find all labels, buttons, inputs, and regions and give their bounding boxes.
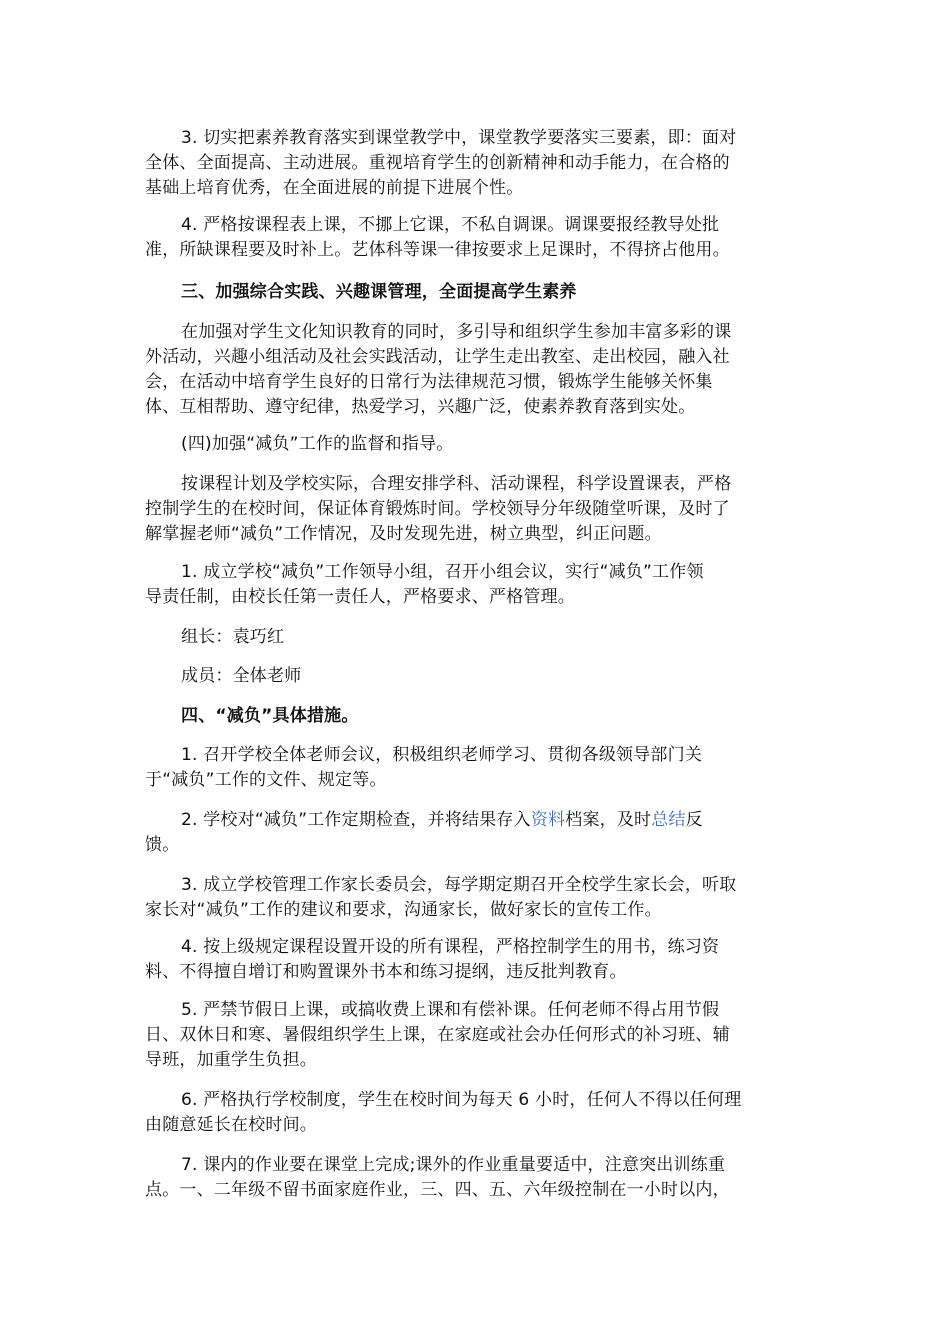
paragraph-9 [145, 743, 805, 793]
paragraph-11 [145, 873, 805, 923]
paragraph-13-line-1: 5. 严禁节假日上课，或搞收费上课和有偿补课。任何老师不得占用节假 [181, 1000, 720, 1020]
paragraph-12 [145, 935, 805, 985]
paragraph-10-text-c: 反 [685, 810, 703, 830]
paragraph-2-line-1: 4. 严格按课程表上课，不挪上它课，不私自调课。调课要报经教导处批 [181, 215, 720, 235]
paragraph-1-line-1: 3. 切实把素养教育落实到课堂教学中，课堂教学要落实三要素，即：面对 [181, 128, 737, 148]
paragraph-11-line-1: 3. 成立学校管理工作家长委员会，每学期定期召开全校学生家长会，听取 [181, 875, 737, 895]
group-members-line: 成员：全体老师 [181, 666, 302, 686]
section-heading-4-text: 四、“减负”具体措施。 [181, 706, 359, 726]
paragraph-13-line-2: 日、双休日和寒、暑假组织学生上课，在家庭或社会办任何形式的补习班、辅 [145, 1025, 730, 1045]
summary-link[interactable]: 总结 [651, 810, 686, 830]
paragraph-9-line-1: 1. 召开学校全体老师会议，积极组织老师学习、贯彻各级领导部门关 [181, 745, 703, 765]
paragraph-14 [145, 1088, 805, 1138]
paragraph-5 [145, 472, 805, 547]
paragraph-3-line-4: 体、互相帮助、遵守纪律，热爱学习，兴趣广泛，使素养教育落到实处。 [145, 397, 696, 417]
paragraph-11-line-2: 家长对“减负”工作的建议和要求，沟通家长，做好家长的宣传工作。 [145, 900, 662, 920]
paragraph-3-line-1: 在加强对学生文化知识教育的同时，多引导和组织学生参加丰富多彩的课 [181, 322, 732, 342]
paragraph-15 [145, 1153, 805, 1203]
paragraph-13-line-3: 导班，加重学生负担。 [145, 1050, 317, 1070]
paragraph-2-line-2: 准，所缺课程要及时补上。艺体科等课一律按要求上足课时，不得挤占他用。 [145, 240, 730, 260]
archive-materials-link[interactable]: 资料 [530, 810, 566, 830]
paragraph-6-line-2: 导责任制，由校长任第一责任人，严格要求、严格管理。 [145, 587, 575, 607]
paragraph-5-line-1: 按课程计划及学校实际，合理安排学科、活动课程，科学设置课表，严格 [181, 474, 732, 494]
paragraph-7 [145, 625, 805, 650]
paragraph-10-text-b: 档案，及时 [565, 810, 652, 830]
paragraph-10-line-2: 馈。 [145, 835, 180, 855]
paragraph-9-line-2: 于“减负”工作的文件、规定等。 [145, 770, 387, 790]
paragraph-14-line-1: 6. 严格执行学校制度，学生在校时间为每天 6 小时，任何人不得以任何理 [181, 1090, 742, 1110]
paragraph-1-line-3: 基础上培育优秀，在全面进展的前提下进展个性。 [145, 178, 524, 198]
paragraph-3-line-3: 会，在活动中培育学生良好的日常行为法律规范习惯，锻炼学生能够关怀集 [145, 372, 713, 392]
paragraph-1 [145, 126, 805, 201]
paragraph-13 [145, 998, 805, 1073]
paragraph-14-line-2: 由随意延长在校时间。 [145, 1115, 317, 1135]
paragraph-12-line-1: 4. 按上级规定课程设置开设的所有课程，严格控制学生的用书，练习资 [181, 937, 720, 957]
paragraph-1-line-2: 全体、全面提高、主动进展。重视培育学生的创新精神和动手能力，在合格的 [145, 153, 730, 173]
paragraph-12-line-2: 料、不得擅自增订和购置课外书本和练习提纲，违反批判教育。 [145, 962, 627, 982]
paragraph-4-line-1: (四)加强“减负”工作的监督和指导。 [181, 434, 454, 454]
paragraph-6 [145, 560, 805, 610]
paragraph-4 [145, 432, 805, 457]
paragraph-10-text-a: 2. 学校对“减负”工作定期检查，并将结果存入 [181, 810, 531, 830]
paragraph-3-line-2: 外活动，兴趣小组活动及社会实践活动，让学生走出教室、走出校园，融入社 [145, 347, 730, 367]
section-heading-3-text: 三、加强综合实践、兴趣课管理，全面提高学生素养 [181, 282, 577, 302]
section-heading-3 [145, 280, 805, 305]
paragraph-5-line-3: 解掌握老师“减负”工作情况，及时发现先进，树立典型，纠正问题。 [145, 524, 662, 544]
paragraph-5-line-2: 控制学生的在校时间，保证体育锻炼时间。学校领导分年级随堂听课，及时了 [145, 499, 730, 519]
paragraph-8 [145, 664, 805, 689]
paragraph-2 [145, 213, 805, 263]
paragraph-15-line-1: 7. 课内的作业要在课堂上完成;课外的作业重量要适中，注意突出训练重 [181, 1155, 726, 1175]
paragraph-15-line-2: 点。一、二年级不留书面家庭作业，三、四、五、六年级控制在一小时以内， [145, 1180, 730, 1200]
paragraph-6-line-1: 1. 成立学校“减负”工作领导小组，召开小组会议，实行“减负”工作领 [181, 562, 704, 582]
section-heading-4 [145, 704, 805, 729]
paragraph-10 [145, 808, 805, 858]
group-leader-line: 组长：袁巧红 [181, 627, 285, 647]
paragraph-3 [145, 320, 805, 420]
